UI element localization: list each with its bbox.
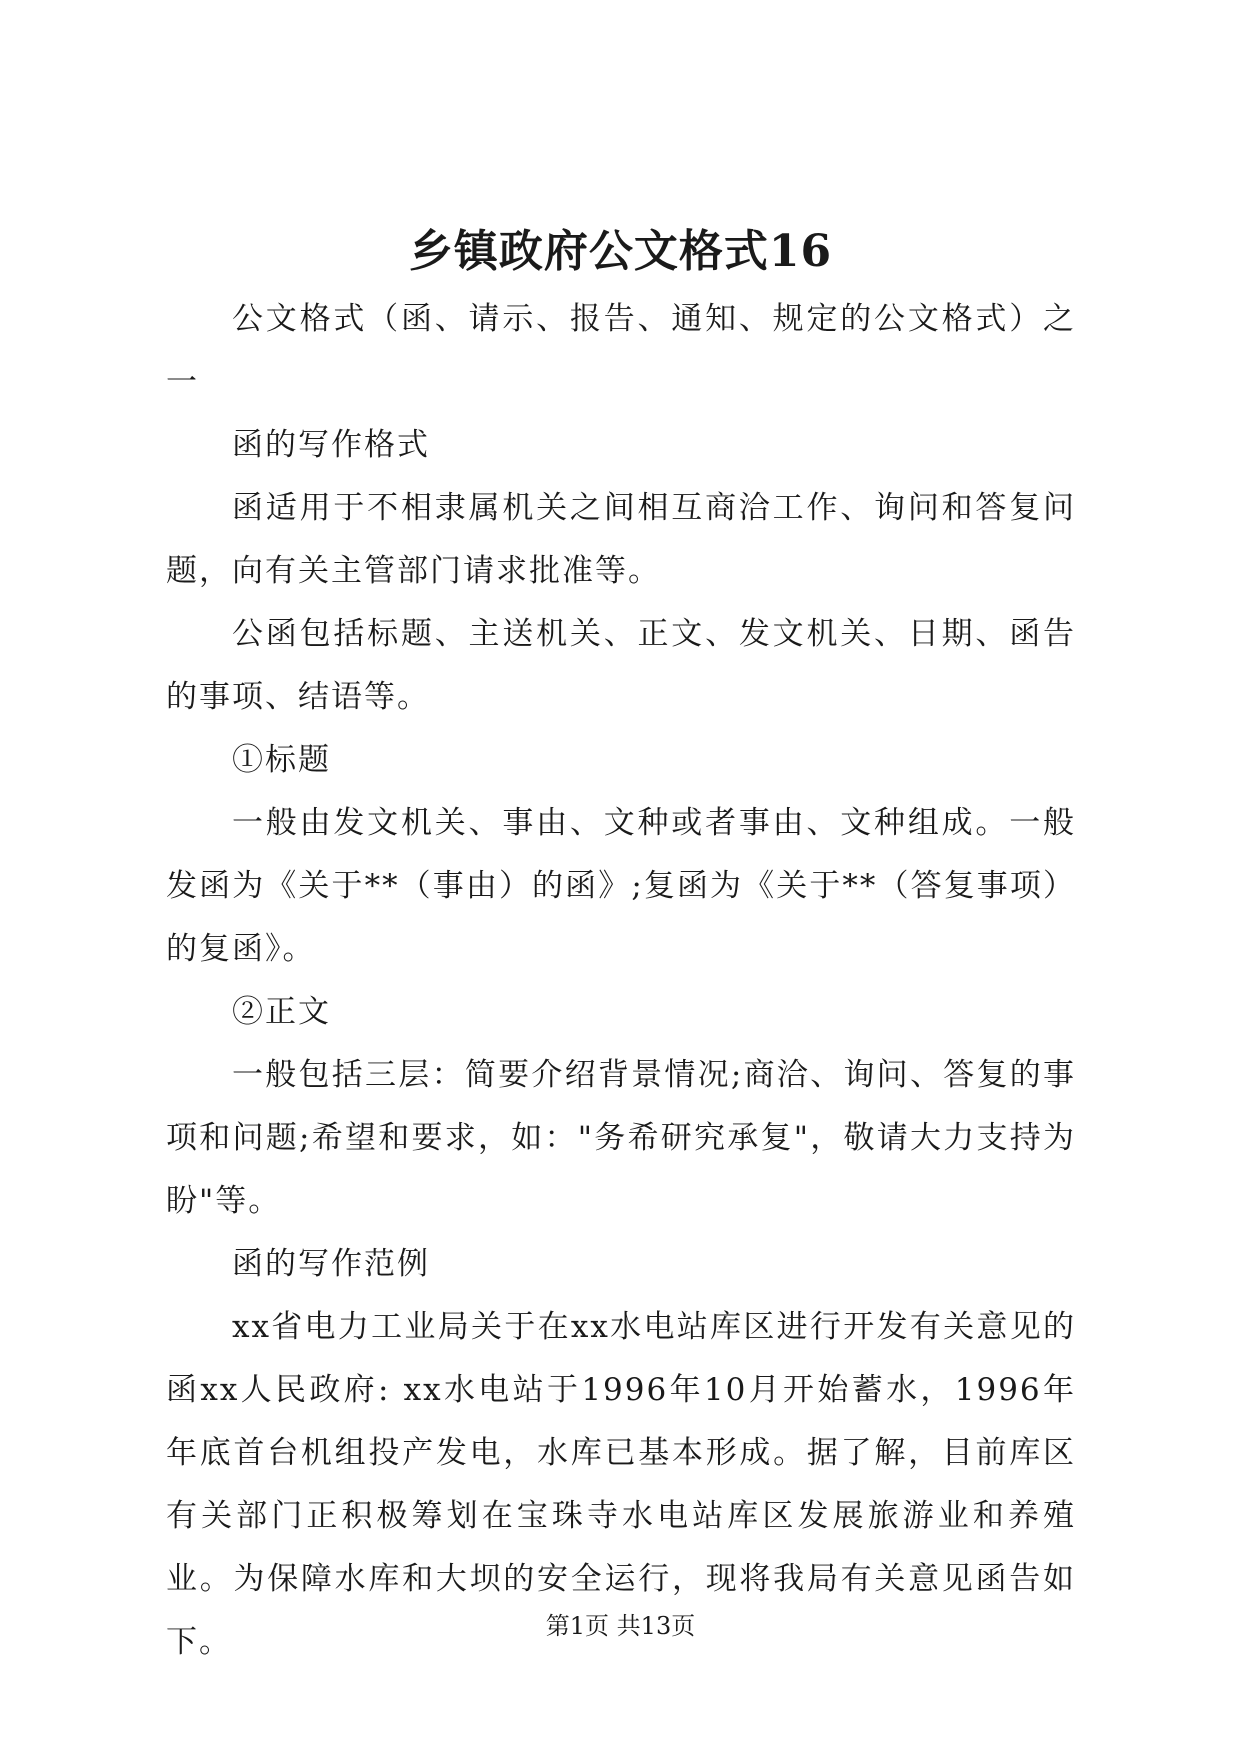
paragraph: 一般包括三层：简要介绍背景情况;商洽、询问、答复的事项和问题;希望和要求，如："务希研究承复"，敬请大力支持为盼"等。 bbox=[166, 1057, 1076, 1219]
paragraph: 公文格式（函、请示、报告、通知、规定的公文格式）之一 bbox=[166, 301, 1076, 400]
document-title: 乡镇政府公文格式16 bbox=[408, 226, 833, 277]
page-footer bbox=[0, 1610, 1241, 1642]
paragraph: ②正文 bbox=[232, 994, 331, 1030]
paragraph: 一般由发文机关、事由、文种或者事由、文种组成。一般发函为《关于**（事由）的函》;复函为《关于**（答复事项）的复函》。 bbox=[166, 805, 1076, 967]
paragraph: 函适用于不相隶属机关之间相互商洽工作、询问和答复问题，向有关主管部门请求批准等。 bbox=[166, 490, 1076, 589]
paragraph: ①标题 bbox=[232, 742, 331, 778]
page-number: 第1页 共13页 bbox=[545, 1612, 696, 1640]
paragraph: xx省电力工业局关于在xx水电站库区进行开发有关意见的函xx人民政府: xx水电站于1996年10月开始蓄水，1996年年底首台机组投产发电，水库已基本形成。据了解，目前库区有关部门正积极筹划在宝珠寺水电站库区发展旅游业和养殖业。为保障水库和大坝的安全运行，现将我局有关意见函告如下。 bbox=[166, 1309, 1076, 1660]
paragraph: 公函包括标题、主送机关、正文、发文机关、日期、函告的事项、结语等。 bbox=[166, 616, 1076, 715]
paragraph: 函的写作格式 bbox=[232, 427, 430, 463]
paragraph: 函的写作范例 bbox=[232, 1246, 430, 1282]
document-body bbox=[166, 288, 1076, 1674]
